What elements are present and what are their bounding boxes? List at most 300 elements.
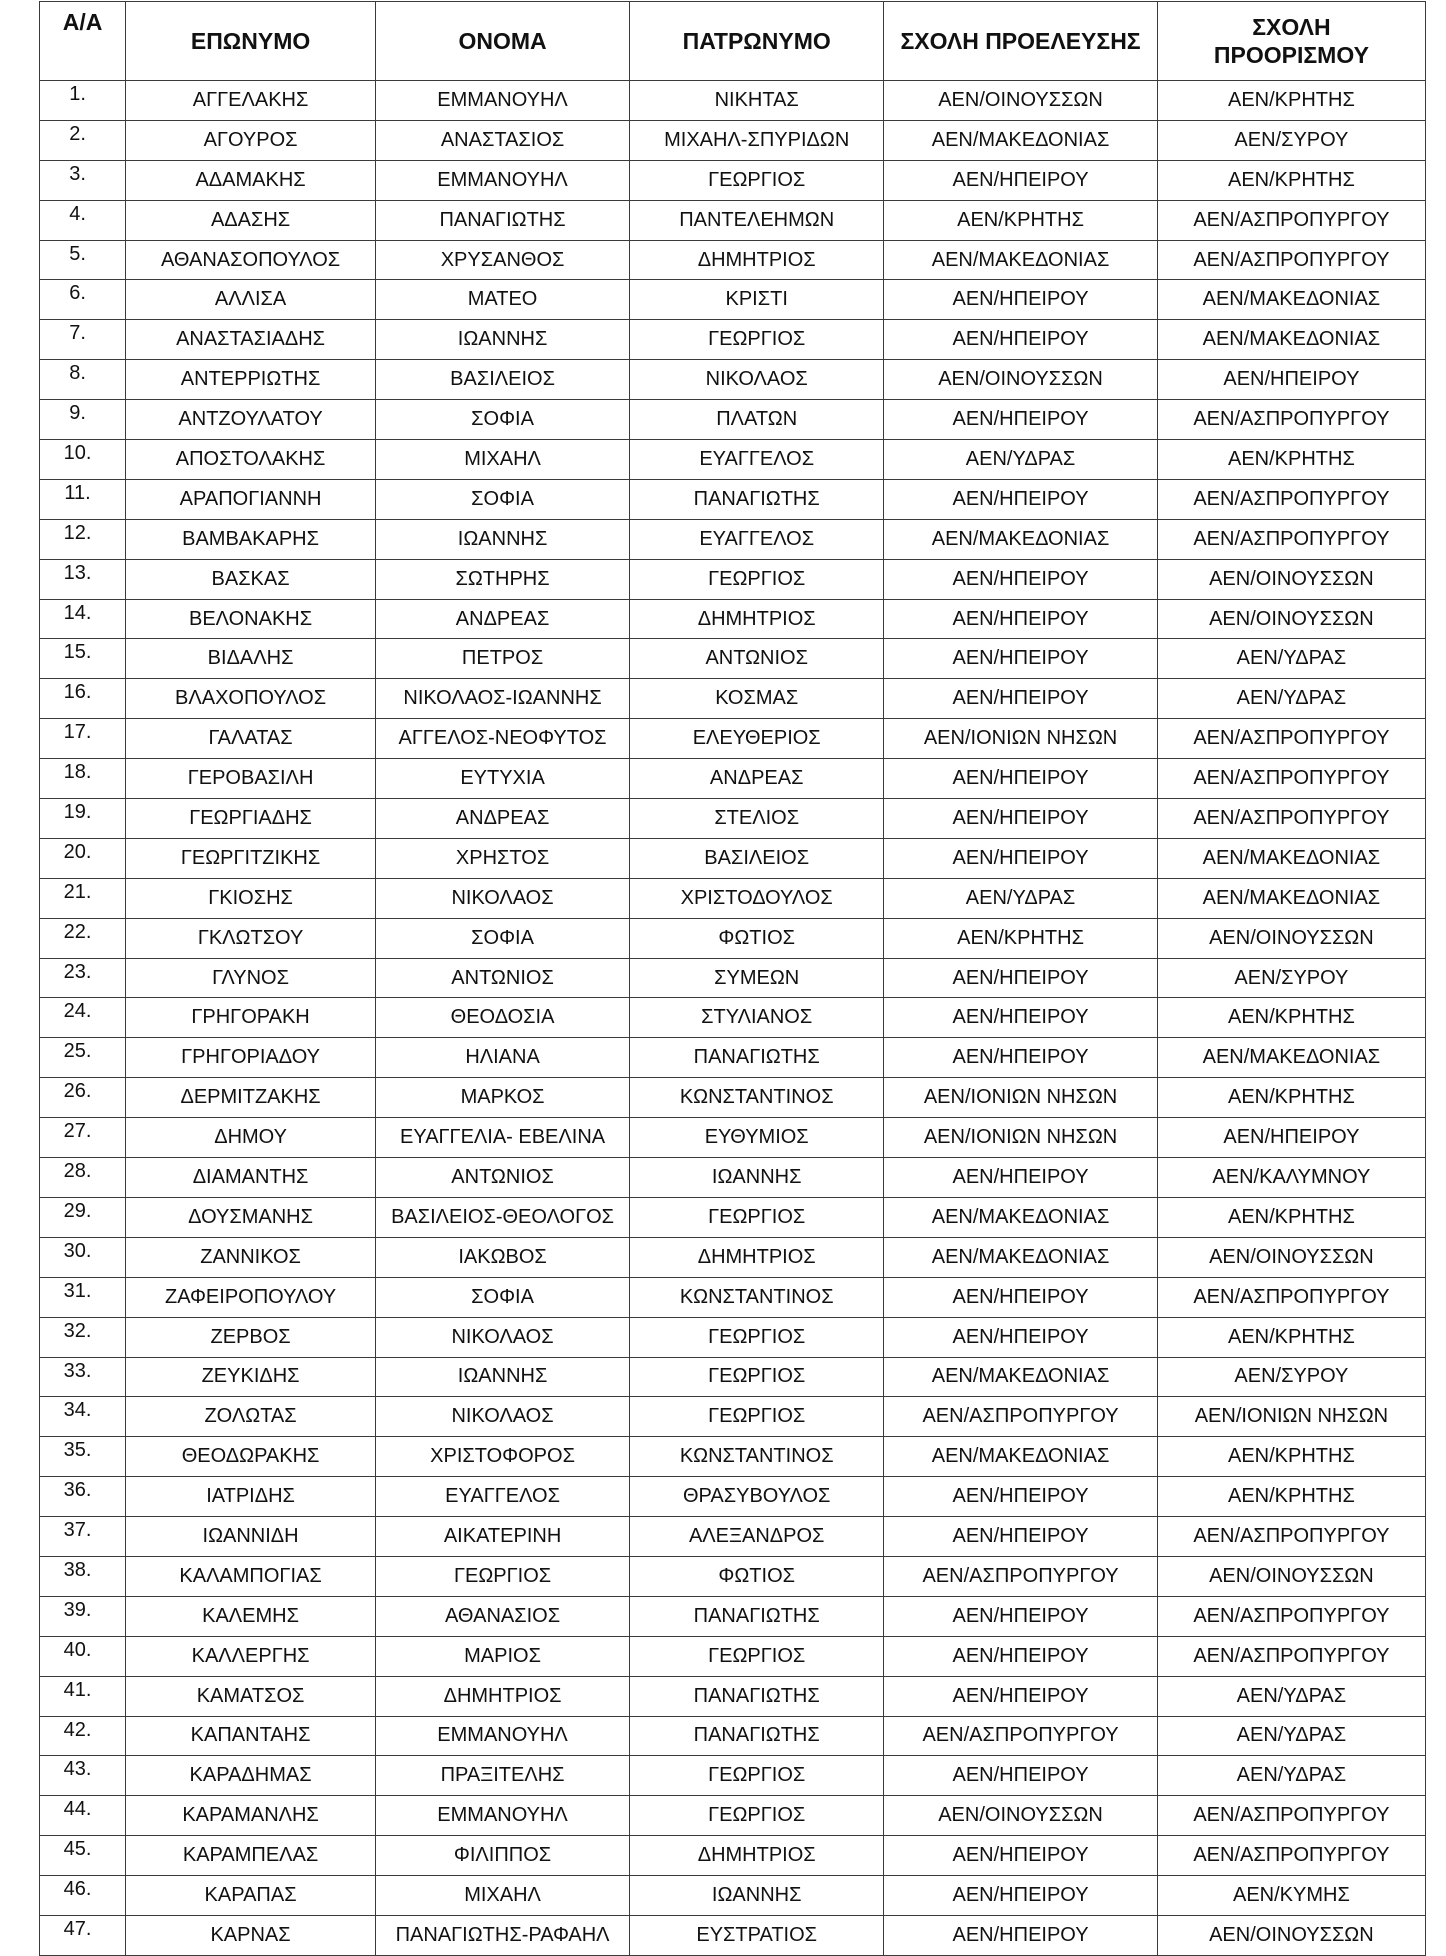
cell-origin-school: ΑΕΝ/ΟΙΝΟΥΣΣΩΝ (884, 1796, 1158, 1836)
table-row (40, 1158, 1426, 1198)
cell-father-name: ΜΙΧΑΗΛ-ΣΠΥΡΙΔΩΝ (630, 120, 884, 160)
cell-first-name: ΣΟΦΙΑ (375, 400, 629, 440)
cell-row-number: 47. (40, 1915, 126, 1955)
cell-first-name: ΝΙΚΟΛΑΟΣ (375, 878, 629, 918)
table-row (40, 1437, 1426, 1477)
table-row (40, 1357, 1426, 1397)
cell-row-number: 37. (40, 1517, 126, 1557)
cell-row-number: 19. (40, 799, 126, 839)
cell-row-number: 24. (40, 998, 126, 1038)
table-row (40, 639, 1426, 679)
cell-origin-school: ΑΕΝ/ΑΣΠΡΟΠΥΡΓΟΥ (884, 1556, 1158, 1596)
table-row (40, 1317, 1426, 1357)
cell-father-name: ΕΥΑΓΓΕΛΟΣ (630, 440, 884, 480)
cell-first-name: ΜΙΧΑΗΛ (375, 440, 629, 480)
cell-surname: ΓΡΗΓΟΡΑΚΗ (126, 998, 376, 1038)
cell-first-name: ΕΥΑΓΓΕΛΙΑ- ΕΒΕΛΙΝΑ (375, 1118, 629, 1158)
cell-destination-school: ΑΕΝ/ΜΑΚΕΔΟΝΙΑΣ (1157, 878, 1425, 918)
cell-surname: ΓΡΗΓΟΡΙΑΔΟΥ (126, 1038, 376, 1078)
cell-father-name: ΓΕΩΡΓΙΟΣ (630, 1796, 884, 1836)
cell-destination-school: ΑΕΝ/ΑΣΠΡΟΠΥΡΓΟΥ (1157, 799, 1425, 839)
cell-surname: ΒΑΜΒΑΚΑΡΗΣ (126, 519, 376, 559)
cell-first-name: ΑΝΤΩΝΙΟΣ (375, 1158, 629, 1198)
cell-row-number: 30. (40, 1237, 126, 1277)
cell-destination-school: ΑΕΝ/ΥΔΡΑΣ (1157, 639, 1425, 679)
table-row (40, 1876, 1426, 1916)
cell-father-name: ΝΙΚΗΤΑΣ (630, 81, 884, 121)
cell-father-name: ΙΩΑΝΝΗΣ (630, 1158, 884, 1198)
cell-father-name: ΠΑΝΑΓΙΩΤΗΣ (630, 1676, 884, 1716)
cell-destination-school: ΑΕΝ/ΚΡΗΤΗΣ (1157, 1437, 1425, 1477)
cell-surname: ΚΑΛΛΕΡΓΗΣ (126, 1636, 376, 1676)
table-row (40, 958, 1426, 998)
cell-surname: ΓΕΡΟΒΑΣΙΛΗ (126, 759, 376, 799)
header-name: ΟΝΟΜΑ (375, 2, 629, 81)
cell-origin-school: ΑΕΝ/ΜΑΚΕΔΟΝΙΑΣ (884, 1437, 1158, 1477)
cell-surname: ΖΑΝΝΙΚΟΣ (126, 1237, 376, 1277)
cell-row-number: 3. (40, 160, 126, 200)
cell-first-name: ΕΥΑΓΓΕΛΟΣ (375, 1477, 629, 1517)
cell-row-number: 9. (40, 400, 126, 440)
cell-father-name: ΑΛΕΞΑΝΔΡΟΣ (630, 1517, 884, 1557)
cell-origin-school: ΑΕΝ/ΗΠΕΙΡΟΥ (884, 280, 1158, 320)
cell-origin-school: ΑΕΝ/ΟΙΝΟΥΣΣΩΝ (884, 81, 1158, 121)
cell-surname: ΚΑΡΑΔΗΜΑΣ (126, 1756, 376, 1796)
cell-row-number: 5. (40, 240, 126, 280)
table-body (40, 81, 1426, 1956)
cell-destination-school: ΑΕΝ/ΜΑΚΕΔΟΝΙΑΣ (1157, 838, 1425, 878)
cell-row-number: 34. (40, 1397, 126, 1437)
transfer-table (39, 1, 1426, 1956)
cell-surname: ΚΑΛΑΜΠΟΓΙΑΣ (126, 1556, 376, 1596)
cell-father-name: ΝΙΚΟΛΑΟΣ (630, 360, 884, 400)
cell-origin-school: ΑΕΝ/ΗΠΕΙΡΟΥ (884, 1876, 1158, 1916)
cell-destination-school: ΑΕΝ/ΥΔΡΑΣ (1157, 679, 1425, 719)
header-surname: ΕΠΩΝΥΜΟ (126, 2, 376, 81)
cell-origin-school: ΑΕΝ/ΗΠΕΙΡΟΥ (884, 559, 1158, 599)
cell-row-number: 6. (40, 280, 126, 320)
cell-row-number: 17. (40, 719, 126, 759)
table-row (40, 360, 1426, 400)
cell-surname: ΙΑΤΡΙΔΗΣ (126, 1477, 376, 1517)
cell-surname: ΔΙΑΜΑΝΤΗΣ (126, 1158, 376, 1198)
header-father-name: ΠΑΤΡΩΝΥΜΟ (630, 2, 884, 81)
cell-first-name: ΑΝΔΡΕΑΣ (375, 799, 629, 839)
cell-origin-school: ΑΕΝ/ΗΠΕΙΡΟΥ (884, 1517, 1158, 1557)
cell-origin-school: ΑΕΝ/ΗΠΕΙΡΟΥ (884, 1277, 1158, 1317)
cell-origin-school: ΑΕΝ/ΜΑΚΕΔΟΝΙΑΣ (884, 1197, 1158, 1237)
cell-first-name: ΔΗΜΗΤΡΙΟΣ (375, 1676, 629, 1716)
cell-father-name: ΑΝΤΩΝΙΟΣ (630, 639, 884, 679)
cell-destination-school: ΑΕΝ/ΑΣΠΡΟΠΥΡΓΟΥ (1157, 719, 1425, 759)
cell-row-number: 13. (40, 559, 126, 599)
cell-origin-school: ΑΕΝ/ΑΣΠΡΟΠΥΡΓΟΥ (884, 1397, 1158, 1437)
cell-father-name: ΣΤΕΛΙΟΣ (630, 799, 884, 839)
cell-row-number: 40. (40, 1636, 126, 1676)
cell-origin-school: ΑΕΝ/ΗΠΕΙΡΟΥ (884, 1836, 1158, 1876)
cell-destination-school: ΑΕΝ/ΑΣΠΡΟΠΥΡΓΟΥ (1157, 1796, 1425, 1836)
cell-row-number: 28. (40, 1158, 126, 1198)
cell-surname: ΘΕΟΔΩΡΑΚΗΣ (126, 1437, 376, 1477)
cell-destination-school: ΑΕΝ/ΑΣΠΡΟΠΥΡΓΟΥ (1157, 400, 1425, 440)
cell-first-name: ΑΙΚΑΤΕΡΙΝΗ (375, 1517, 629, 1557)
cell-father-name: ΚΩΝΣΤΑΝΤΙΝΟΣ (630, 1437, 884, 1477)
cell-first-name: ΝΙΚΟΛΑΟΣ (375, 1317, 629, 1357)
cell-surname: ΑΔΑΣΗΣ (126, 200, 376, 240)
cell-surname: ΑΔΑΜΑΚΗΣ (126, 160, 376, 200)
cell-first-name: ΕΜΜΑΝΟΥΗΛ (375, 160, 629, 200)
cell-father-name: ΒΑΣΙΛΕΙΟΣ (630, 838, 884, 878)
cell-father-name: ΧΡΙΣΤΟΔΟΥΛΟΣ (630, 878, 884, 918)
cell-destination-school: ΑΕΝ/ΟΙΝΟΥΣΣΩΝ (1157, 1915, 1425, 1955)
cell-destination-school: ΑΕΝ/ΚΡΗΤΗΣ (1157, 81, 1425, 121)
cell-first-name: ΙΩΑΝΝΗΣ (375, 320, 629, 360)
cell-first-name: ΜΑΡΚΟΣ (375, 1078, 629, 1118)
cell-row-number: 32. (40, 1317, 126, 1357)
cell-destination-school: ΑΕΝ/ΚΡΗΤΗΣ (1157, 440, 1425, 480)
cell-surname: ΒΕΛΟΝΑΚΗΣ (126, 599, 376, 639)
cell-first-name: ΦΙΛΙΠΠΟΣ (375, 1836, 629, 1876)
cell-destination-school: ΑΕΝ/ΚΡΗΤΗΣ (1157, 160, 1425, 200)
cell-destination-school: ΑΕΝ/ΥΔΡΑΣ (1157, 1756, 1425, 1796)
header-row (40, 2, 1426, 81)
table-row (40, 81, 1426, 121)
cell-destination-school: ΑΕΝ/ΑΣΠΡΟΠΥΡΓΟΥ (1157, 1636, 1425, 1676)
table-row (40, 1118, 1426, 1158)
cell-row-number: 43. (40, 1756, 126, 1796)
cell-father-name: ΓΕΩΡΓΙΟΣ (630, 1756, 884, 1796)
cell-destination-school: ΑΕΝ/ΚΡΗΤΗΣ (1157, 1197, 1425, 1237)
cell-surname: ΔΗΜΟΥ (126, 1118, 376, 1158)
cell-first-name: ΝΙΚΟΛΑΟΣ-ΙΩΑΝΝΗΣ (375, 679, 629, 719)
cell-first-name: ΠΕΤΡΟΣ (375, 639, 629, 679)
cell-origin-school: ΑΕΝ/ΗΠΕΙΡΟΥ (884, 1676, 1158, 1716)
cell-row-number: 4. (40, 200, 126, 240)
cell-destination-school: ΑΕΝ/ΚΡΗΤΗΣ (1157, 998, 1425, 1038)
cell-surname: ΖΟΛΩΤΑΣ (126, 1397, 376, 1437)
cell-destination-school: ΑΕΝ/ΑΣΠΡΟΠΥΡΓΟΥ (1157, 1517, 1425, 1557)
cell-surname: ΑΡΑΠΟΓΙΑΝΝΗ (126, 479, 376, 519)
cell-surname: ΑΓΓΕΛΑΚΗΣ (126, 81, 376, 121)
cell-destination-school: ΑΕΝ/ΑΣΠΡΟΠΥΡΓΟΥ (1157, 200, 1425, 240)
cell-row-number: 36. (40, 1477, 126, 1517)
cell-father-name: ΣΤΥΛΙΑΝΟΣ (630, 998, 884, 1038)
header-destination-line2: ΠΡΟΟΡΙΣΜΟΥ (1213, 42, 1369, 68)
cell-destination-school: ΑΕΝ/ΚΡΗΤΗΣ (1157, 1477, 1425, 1517)
cell-first-name: ΕΥΤΥΧΙΑ (375, 759, 629, 799)
cell-destination-school: ΑΕΝ/ΙΟΝΙΩΝ ΝΗΣΩΝ (1157, 1397, 1425, 1437)
cell-surname: ΑΝΤΖΟΥΛΑΤΟΥ (126, 400, 376, 440)
cell-destination-school: ΑΕΝ/ΑΣΠΡΟΠΥΡΓΟΥ (1157, 519, 1425, 559)
header-destination-line1: ΣΧΟΛΗ (1252, 14, 1331, 40)
cell-first-name: ΧΡΥΣΑΝΘΟΣ (375, 240, 629, 280)
cell-destination-school: ΑΕΝ/ΟΙΝΟΥΣΣΩΝ (1157, 1556, 1425, 1596)
table-row (40, 719, 1426, 759)
table-row (40, 1237, 1426, 1277)
cell-first-name: ΓΕΩΡΓΙΟΣ (375, 1556, 629, 1596)
table-row (40, 1197, 1426, 1237)
cell-destination-school: ΑΕΝ/ΑΣΠΡΟΠΥΡΓΟΥ (1157, 759, 1425, 799)
cell-surname: ΒΙΔΑΛΗΣ (126, 639, 376, 679)
table-row (40, 519, 1426, 559)
cell-row-number: 42. (40, 1716, 126, 1756)
cell-surname: ΖΕΡΒΟΣ (126, 1317, 376, 1357)
cell-father-name: ΠΑΝΑΓΙΩΤΗΣ (630, 1038, 884, 1078)
cell-first-name: ΘΕΟΔΟΣΙΑ (375, 998, 629, 1038)
cell-father-name: ΓΕΩΡΓΙΟΣ (630, 320, 884, 360)
table-row (40, 1836, 1426, 1876)
cell-father-name: ΠΑΝΑΓΙΩΤΗΣ (630, 479, 884, 519)
table-row (40, 1556, 1426, 1596)
cell-origin-school: ΑΕΝ/ΗΠΕΙΡΟΥ (884, 799, 1158, 839)
cell-father-name: ΕΛΕΥΘΕΡΙΟΣ (630, 719, 884, 759)
cell-row-number: 18. (40, 759, 126, 799)
cell-first-name: ΙΩΑΝΝΗΣ (375, 1357, 629, 1397)
cell-row-number: 8. (40, 360, 126, 400)
table-row (40, 240, 1426, 280)
cell-origin-school: ΑΕΝ/ΥΔΡΑΣ (884, 878, 1158, 918)
cell-father-name: ΓΕΩΡΓΙΟΣ (630, 1397, 884, 1437)
cell-row-number: 25. (40, 1038, 126, 1078)
cell-row-number: 20. (40, 838, 126, 878)
cell-surname: ΚΑΠΑΝΤΑΗΣ (126, 1716, 376, 1756)
cell-first-name: ΙΩΑΝΝΗΣ (375, 519, 629, 559)
cell-origin-school: ΑΕΝ/ΜΑΚΕΔΟΝΙΑΣ (884, 1357, 1158, 1397)
cell-row-number: 1. (40, 81, 126, 121)
cell-first-name: ΑΝΔΡΕΑΣ (375, 599, 629, 639)
table-row (40, 559, 1426, 599)
table-row (40, 998, 1426, 1038)
cell-origin-school: ΑΕΝ/ΗΠΕΙΡΟΥ (884, 1317, 1158, 1357)
table-row (40, 1796, 1426, 1836)
cell-surname: ΓΑΛΑΤΑΣ (126, 719, 376, 759)
cell-row-number: 45. (40, 1836, 126, 1876)
cell-row-number: 26. (40, 1078, 126, 1118)
cell-origin-school: ΑΕΝ/ΜΑΚΕΔΟΝΙΑΣ (884, 240, 1158, 280)
cell-surname: ΑΘΑΝΑΣΟΠΟΥΛΟΣ (126, 240, 376, 280)
cell-row-number: 7. (40, 320, 126, 360)
cell-surname: ΒΑΣΚΑΣ (126, 559, 376, 599)
cell-first-name: ΑΝΤΩΝΙΟΣ (375, 958, 629, 998)
cell-surname: ΓΚΛΩΤΣΟΥ (126, 918, 376, 958)
cell-first-name: ΑΘΑΝΑΣΙΟΣ (375, 1596, 629, 1636)
cell-row-number: 11. (40, 479, 126, 519)
table-row (40, 1477, 1426, 1517)
cell-first-name: ΧΡΙΣΤΟΦΟΡΟΣ (375, 1437, 629, 1477)
cell-origin-school: ΑΕΝ/ΜΑΚΕΔΟΝΙΑΣ (884, 519, 1158, 559)
cell-origin-school: ΑΕΝ/ΗΠΕΙΡΟΥ (884, 1915, 1158, 1955)
header-aa: Α/Α (40, 2, 126, 81)
cell-first-name: ΝΙΚΟΛΑΟΣ (375, 1397, 629, 1437)
cell-origin-school: ΑΕΝ/ΗΠΕΙΡΟΥ (884, 1158, 1158, 1198)
table-row (40, 479, 1426, 519)
cell-surname: ΑΝΤΕΡΡΙΩΤΗΣ (126, 360, 376, 400)
cell-origin-school: ΑΕΝ/ΗΠΕΙΡΟΥ (884, 1477, 1158, 1517)
cell-surname: ΒΛΑΧΟΠΟΥΛΟΣ (126, 679, 376, 719)
cell-destination-school: ΑΕΝ/ΜΑΚΕΔΟΝΙΑΣ (1157, 1038, 1425, 1078)
cell-first-name: ΠΑΝΑΓΙΩΤΗΣ-ΡΑΦΑΗΛ (375, 1915, 629, 1955)
cell-origin-school: ΑΕΝ/ΗΠΕΙΡΟΥ (884, 160, 1158, 200)
cell-first-name: ΑΝΑΣΤΑΣΙΟΣ (375, 120, 629, 160)
cell-origin-school: ΑΕΝ/ΟΙΝΟΥΣΣΩΝ (884, 360, 1158, 400)
table-row (40, 1078, 1426, 1118)
cell-origin-school: ΑΕΝ/ΗΠΕΙΡΟΥ (884, 320, 1158, 360)
cell-destination-school: ΑΕΝ/ΥΔΡΑΣ (1157, 1716, 1425, 1756)
cell-destination-school: ΑΕΝ/ΚΡΗΤΗΣ (1157, 1317, 1425, 1357)
cell-row-number: 14. (40, 599, 126, 639)
cell-destination-school: ΑΕΝ/ΥΔΡΑΣ (1157, 1676, 1425, 1716)
cell-father-name: ΣΥΜΕΩΝ (630, 958, 884, 998)
cell-row-number: 10. (40, 440, 126, 480)
cell-father-name: ΓΕΩΡΓΙΟΣ (630, 1357, 884, 1397)
cell-destination-school: ΑΕΝ/ΚΥΜΗΣ (1157, 1876, 1425, 1916)
cell-origin-school: ΑΕΝ/ΗΠΕΙΡΟΥ (884, 1756, 1158, 1796)
cell-origin-school: ΑΕΝ/ΗΠΕΙΡΟΥ (884, 679, 1158, 719)
cell-origin-school: ΑΕΝ/ΚΡΗΤΗΣ (884, 200, 1158, 240)
cell-first-name: ΜΙΧΑΗΛ (375, 1876, 629, 1916)
cell-first-name: ΒΑΣΙΛΕΙΟΣ-ΘΕΟΛΟΓΟΣ (375, 1197, 629, 1237)
cell-surname: ΓΕΩΡΓΙΑΔΗΣ (126, 799, 376, 839)
cell-first-name: ΗΛΙΑΝΑ (375, 1038, 629, 1078)
table-row (40, 440, 1426, 480)
cell-first-name: ΕΜΜΑΝΟΥΗΛ (375, 1716, 629, 1756)
cell-origin-school: ΑΕΝ/ΗΠΕΙΡΟΥ (884, 1636, 1158, 1676)
cell-origin-school: ΑΕΝ/ΚΡΗΤΗΣ (884, 918, 1158, 958)
cell-father-name: ΚΟΣΜΑΣ (630, 679, 884, 719)
cell-father-name: ΔΗΜΗΤΡΙΟΣ (630, 1237, 884, 1277)
cell-row-number: 22. (40, 918, 126, 958)
table-row (40, 1038, 1426, 1078)
cell-first-name: ΒΑΣΙΛΕΙΟΣ (375, 360, 629, 400)
cell-destination-school: ΑΕΝ/ΣΥΡΟΥ (1157, 1357, 1425, 1397)
cell-father-name: ΔΗΜΗΤΡΙΟΣ (630, 1836, 884, 1876)
cell-first-name: ΣΟΦΙΑ (375, 918, 629, 958)
table-row (40, 878, 1426, 918)
cell-origin-school: ΑΕΝ/ΥΔΡΑΣ (884, 440, 1158, 480)
cell-surname: ΓΛΥΝΟΣ (126, 958, 376, 998)
cell-row-number: 23. (40, 958, 126, 998)
cell-surname: ΚΑΡΝΑΣ (126, 1915, 376, 1955)
cell-origin-school: ΑΕΝ/ΗΠΕΙΡΟΥ (884, 400, 1158, 440)
cell-destination-school: ΑΕΝ/ΚΑΛΥΜΝΟΥ (1157, 1158, 1425, 1198)
cell-row-number: 31. (40, 1277, 126, 1317)
cell-origin-school: ΑΕΝ/ΗΠΕΙΡΟΥ (884, 1038, 1158, 1078)
cell-father-name: ΕΥΣΤΡΑΤΙΟΣ (630, 1915, 884, 1955)
cell-father-name: ΠΑΝΑΓΙΩΤΗΣ (630, 1716, 884, 1756)
table-row (40, 1756, 1426, 1796)
cell-origin-school: ΑΕΝ/ΙΟΝΙΩΝ ΝΗΣΩΝ (884, 1118, 1158, 1158)
cell-destination-school: ΑΕΝ/ΑΣΠΡΟΠΥΡΓΟΥ (1157, 479, 1425, 519)
cell-first-name: ΕΜΜΑΝΟΥΗΛ (375, 1796, 629, 1836)
cell-origin-school: ΑΕΝ/ΗΠΕΙΡΟΥ (884, 599, 1158, 639)
cell-row-number: 44. (40, 1796, 126, 1836)
cell-destination-school: ΑΕΝ/ΗΠΕΙΡΟΥ (1157, 1118, 1425, 1158)
cell-surname: ΑΓΟΥΡΟΣ (126, 120, 376, 160)
cell-father-name: ΕΥΑΓΓΕΛΟΣ (630, 519, 884, 559)
cell-row-number: 16. (40, 679, 126, 719)
table-row (40, 1397, 1426, 1437)
cell-destination-school: ΑΕΝ/ΣΥΡΟΥ (1157, 120, 1425, 160)
cell-father-name: ΠΛΑΤΩΝ (630, 400, 884, 440)
cell-row-number: 15. (40, 639, 126, 679)
cell-row-number: 41. (40, 1676, 126, 1716)
cell-row-number: 29. (40, 1197, 126, 1237)
table-row (40, 400, 1426, 440)
cell-surname: ΖΑΦΕΙΡΟΠΟΥΛΟΥ (126, 1277, 376, 1317)
table-row (40, 1716, 1426, 1756)
table-row (40, 1636, 1426, 1676)
table-row (40, 200, 1426, 240)
table-row (40, 799, 1426, 839)
cell-surname: ΑΛΛΙΣΑ (126, 280, 376, 320)
cell-father-name: ΓΕΩΡΓΙΟΣ (630, 1197, 884, 1237)
cell-surname: ΚΑΡΑΠΑΣ (126, 1876, 376, 1916)
cell-origin-school: ΑΕΝ/ΗΠΕΙΡΟΥ (884, 639, 1158, 679)
cell-first-name: ΠΡΑΞΙΤΕΛΗΣ (375, 1756, 629, 1796)
cell-father-name: ΘΡΑΣΥΒΟΥΛΟΣ (630, 1477, 884, 1517)
cell-first-name: ΣΩΤΗΡΗΣ (375, 559, 629, 599)
header-destination-school (1157, 2, 1425, 81)
cell-origin-school: ΑΕΝ/ΗΠΕΙΡΟΥ (884, 759, 1158, 799)
cell-destination-school: ΑΕΝ/ΑΣΠΡΟΠΥΡΓΟΥ (1157, 1596, 1425, 1636)
cell-origin-school: ΑΕΝ/ΗΠΕΙΡΟΥ (884, 838, 1158, 878)
cell-surname: ΔΟΥΣΜΑΝΗΣ (126, 1197, 376, 1237)
cell-destination-school: ΑΕΝ/ΟΙΝΟΥΣΣΩΝ (1157, 1237, 1425, 1277)
header-origin-school: ΣΧΟΛΗ ΠΡΟΕΛΕΥΣΗΣ (884, 2, 1158, 81)
cell-origin-school: ΑΕΝ/ΙΟΝΙΩΝ ΝΗΣΩΝ (884, 1078, 1158, 1118)
cell-surname: ΚΑΡΑΜΠΕΛΑΣ (126, 1836, 376, 1876)
cell-destination-school: ΑΕΝ/ΟΙΝΟΥΣΣΩΝ (1157, 918, 1425, 958)
cell-destination-school: ΑΕΝ/ΑΣΠΡΟΠΥΡΓΟΥ (1157, 1277, 1425, 1317)
table-row (40, 280, 1426, 320)
cell-origin-school: ΑΕΝ/ΗΠΕΙΡΟΥ (884, 998, 1158, 1038)
cell-first-name: ΧΡΗΣΤΟΣ (375, 838, 629, 878)
cell-surname: ΑΠΟΣΤΟΛΑΚΗΣ (126, 440, 376, 480)
cell-first-name: ΣΟΦΙΑ (375, 479, 629, 519)
cell-surname: ΓΕΩΡΓΙΤΖΙΚΗΣ (126, 838, 376, 878)
table-row (40, 759, 1426, 799)
cell-father-name: ΚΡΙΣΤΙ (630, 280, 884, 320)
table-row (40, 918, 1426, 958)
cell-first-name: ΣΟΦΙΑ (375, 1277, 629, 1317)
cell-father-name: ΦΩΤΙΟΣ (630, 918, 884, 958)
cell-father-name: ΔΗΜΗΤΡΙΟΣ (630, 599, 884, 639)
cell-destination-school: ΑΕΝ/ΟΙΝΟΥΣΣΩΝ (1157, 559, 1425, 599)
cell-father-name: ΠΑΝΑΓΙΩΤΗΣ (630, 1596, 884, 1636)
cell-first-name: ΙΑΚΩΒΟΣ (375, 1237, 629, 1277)
table-row (40, 120, 1426, 160)
cell-father-name: ΓΕΩΡΓΙΟΣ (630, 559, 884, 599)
cell-father-name: ΓΕΩΡΓΙΟΣ (630, 1636, 884, 1676)
table-row (40, 599, 1426, 639)
cell-father-name: ΕΥΘΥΜΙΟΣ (630, 1118, 884, 1158)
cell-origin-school: ΑΕΝ/ΗΠΕΙΡΟΥ (884, 1596, 1158, 1636)
table-row (40, 838, 1426, 878)
cell-father-name: ΠΑΝΤΕΛΕΗΜΩΝ (630, 200, 884, 240)
cell-row-number: 21. (40, 878, 126, 918)
cell-surname: ΚΑΛΕΜΗΣ (126, 1596, 376, 1636)
cell-destination-school: ΑΕΝ/ΟΙΝΟΥΣΣΩΝ (1157, 599, 1425, 639)
cell-row-number: 12. (40, 519, 126, 559)
cell-row-number: 35. (40, 1437, 126, 1477)
cell-first-name: ΜΑΡΙΟΣ (375, 1636, 629, 1676)
cell-father-name: ΚΩΝΣΤΑΝΤΙΝΟΣ (630, 1277, 884, 1317)
cell-row-number: 39. (40, 1596, 126, 1636)
cell-row-number: 46. (40, 1876, 126, 1916)
cell-origin-school: ΑΕΝ/ΗΠΕΙΡΟΥ (884, 479, 1158, 519)
cell-destination-school: ΑΕΝ/ΜΑΚΕΔΟΝΙΑΣ (1157, 280, 1425, 320)
cell-first-name: ΠΑΝΑΓΙΩΤΗΣ (375, 200, 629, 240)
